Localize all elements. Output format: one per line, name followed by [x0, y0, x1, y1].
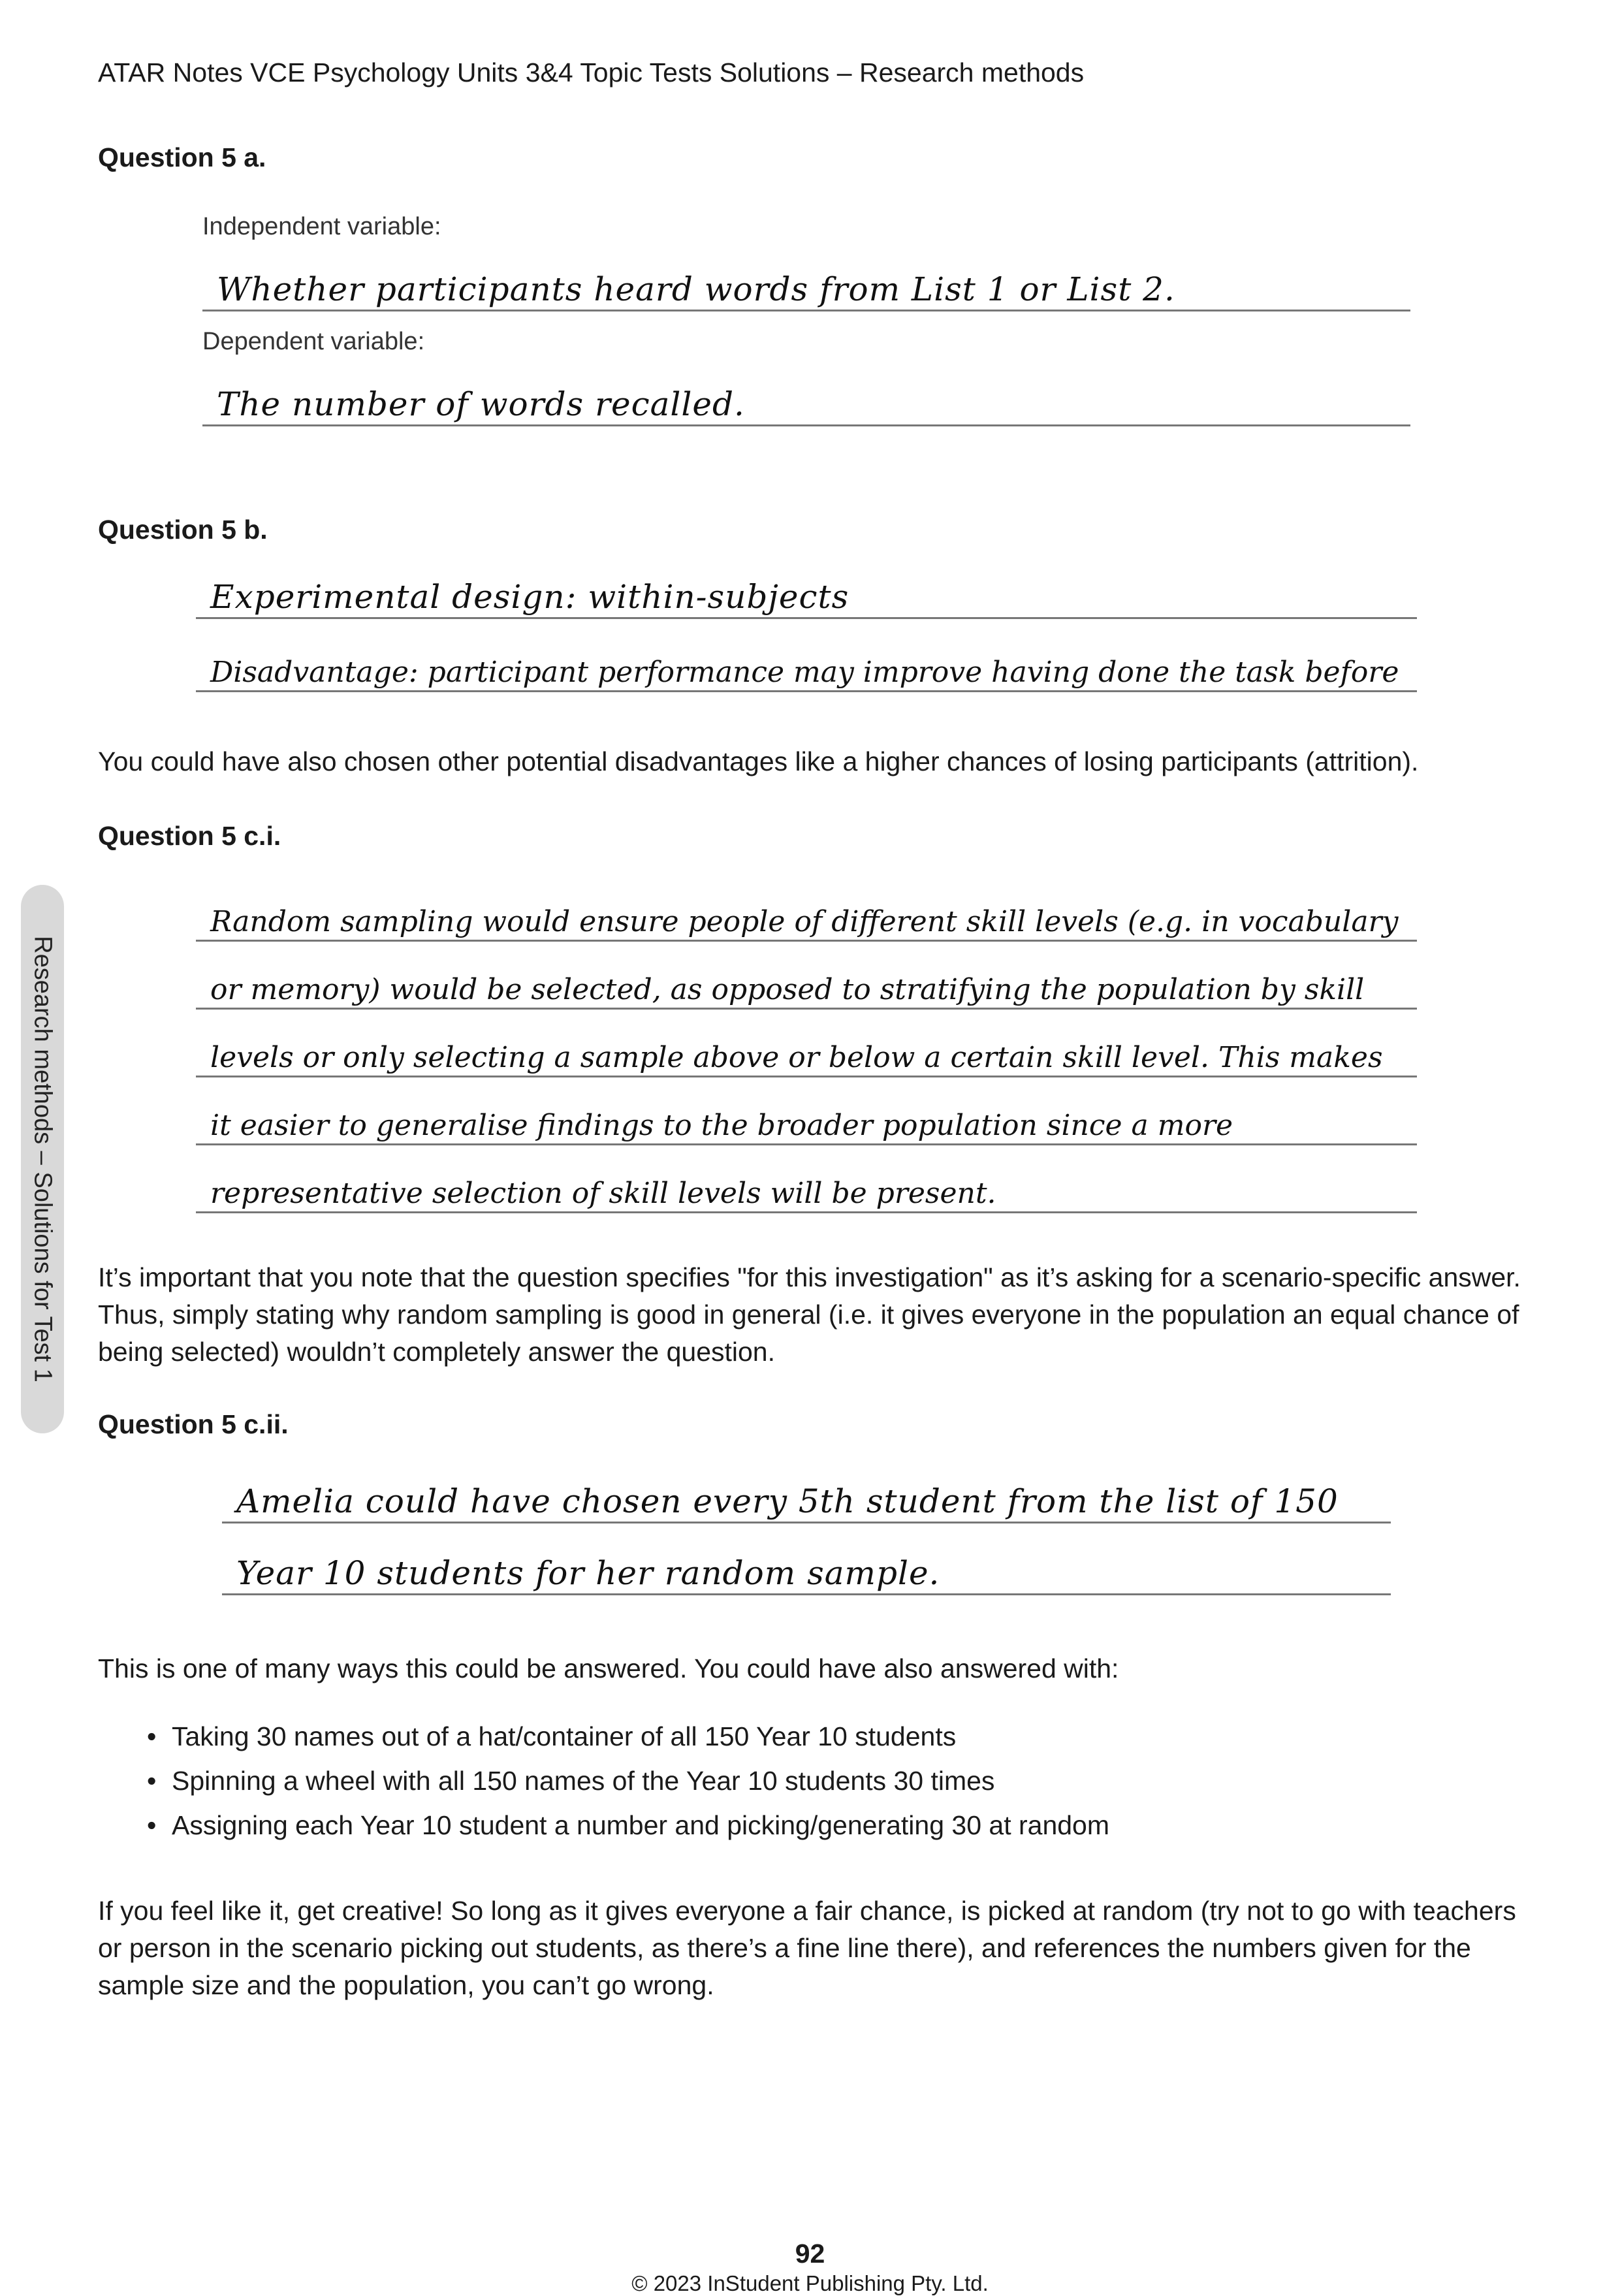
- q5ci-answer-line-5: [196, 1171, 1417, 1213]
- alternative-answers-list: [147, 1714, 1109, 1847]
- q5ci-answer-5: representative selection of skill levels will be present.: [210, 1177, 996, 1210]
- list-item: • Taking 30 names out of a hat/container of all 150 Year 10 students: [147, 1714, 1109, 1759]
- q5ci-answer-4: it easier to generalise findings to the broader population since a more: [210, 1109, 1233, 1142]
- q5b-disadvantage: Disadvantage: participant performance may improve having done the task before: [210, 656, 1399, 689]
- q5ci-answer-line-2: [196, 967, 1417, 1010]
- iv-answer-line: [202, 270, 1410, 311]
- q5ci-answer-line-3: [196, 1035, 1417, 1077]
- running-header: ATAR Notes VCE Psychology Units 3&4 Topic Tests Solutions – Research methods: [98, 57, 1085, 88]
- iv-answer: Whether participants heard words from List 1 or List 2.: [217, 270, 1175, 308]
- q5ci-answer-line-1: [196, 899, 1417, 942]
- copyright: © 2023 InStudent Publishing Pty. Ltd.: [631, 2271, 989, 2295]
- page-number: 92: [795, 2239, 825, 2269]
- q5b-design: Experimental design: within-subjects: [210, 578, 850, 616]
- iv-label: Independent variable:: [202, 213, 441, 240]
- q5ci-answer-line-4: [196, 1103, 1417, 1145]
- dv-answer: The number of words recalled.: [217, 385, 745, 423]
- dv-answer-line: [202, 385, 1410, 426]
- dv-label: Dependent variable:: [202, 328, 425, 355]
- question-5cii-heading: Question 5 c.ii.: [98, 1409, 289, 1439]
- q5ci-note: It’s important that you note that the question specifies "for this investigation" as it’s asking for a scenario-specific answer. Thus, simply stating why random sampling is good in general (i.e. it gives everyone in the population an equal chance of being selected) wouldn’t completely answer the question.: [98, 1262, 1521, 1367]
- side-tab: [21, 885, 64, 1433]
- q5ci-answer-2: or memory) would be selected, as opposed to stratifying the population by skill: [210, 973, 1365, 1006]
- question-5a-heading: Question 5 a.: [98, 142, 266, 172]
- q5cii-answer-line-2: [222, 1551, 1391, 1595]
- q5cii-answer-2: Year 10 students for her random sample.: [236, 1554, 940, 1592]
- q5cii-answer-line-1: [222, 1479, 1391, 1523]
- q5cii-intro: This is one of many ways this could be answered. You could have also answered with:: [98, 1653, 1119, 1683]
- q5ci-answer-3: levels or only selecting a sample above or below a certain skill level. This makes: [210, 1041, 1383, 1074]
- list-item: • Spinning a wheel with all 150 names of the Year 10 students 30 times: [147, 1759, 1109, 1803]
- q5b-note: You could have also chosen other potential disadvantages like a higher chances of losing participants (attrition).: [98, 746, 1419, 776]
- question-5b-heading: Question 5 b.: [98, 515, 268, 545]
- side-tab-label: Research methods – Solutions for Test 1: [29, 936, 57, 1382]
- q5b-answer-line-1: [196, 578, 1417, 619]
- q5cii-closing: If you feel like it, get creative! So long as it gives everyone a fair chance, is picked at random (try not to go with teachers or person in the scenario picking out students, as there’s a fine line there), and references the numbers given for the sample size and the population, you can’t go wrong.: [98, 1896, 1516, 2000]
- question-5ci-heading: Question 5 c.i.: [98, 821, 281, 851]
- q5ci-answer-1: Random sampling would ensure people of different skill levels (e.g. in vocabulary: [210, 905, 1399, 938]
- list-item: • Assigning each Year 10 student a number and picking/generating 30 at random: [147, 1803, 1109, 1847]
- q5cii-answer-1: Amelia could have chosen every 5th student from the list of 150: [236, 1482, 1339, 1520]
- q5b-answer-line-2: [196, 651, 1417, 692]
